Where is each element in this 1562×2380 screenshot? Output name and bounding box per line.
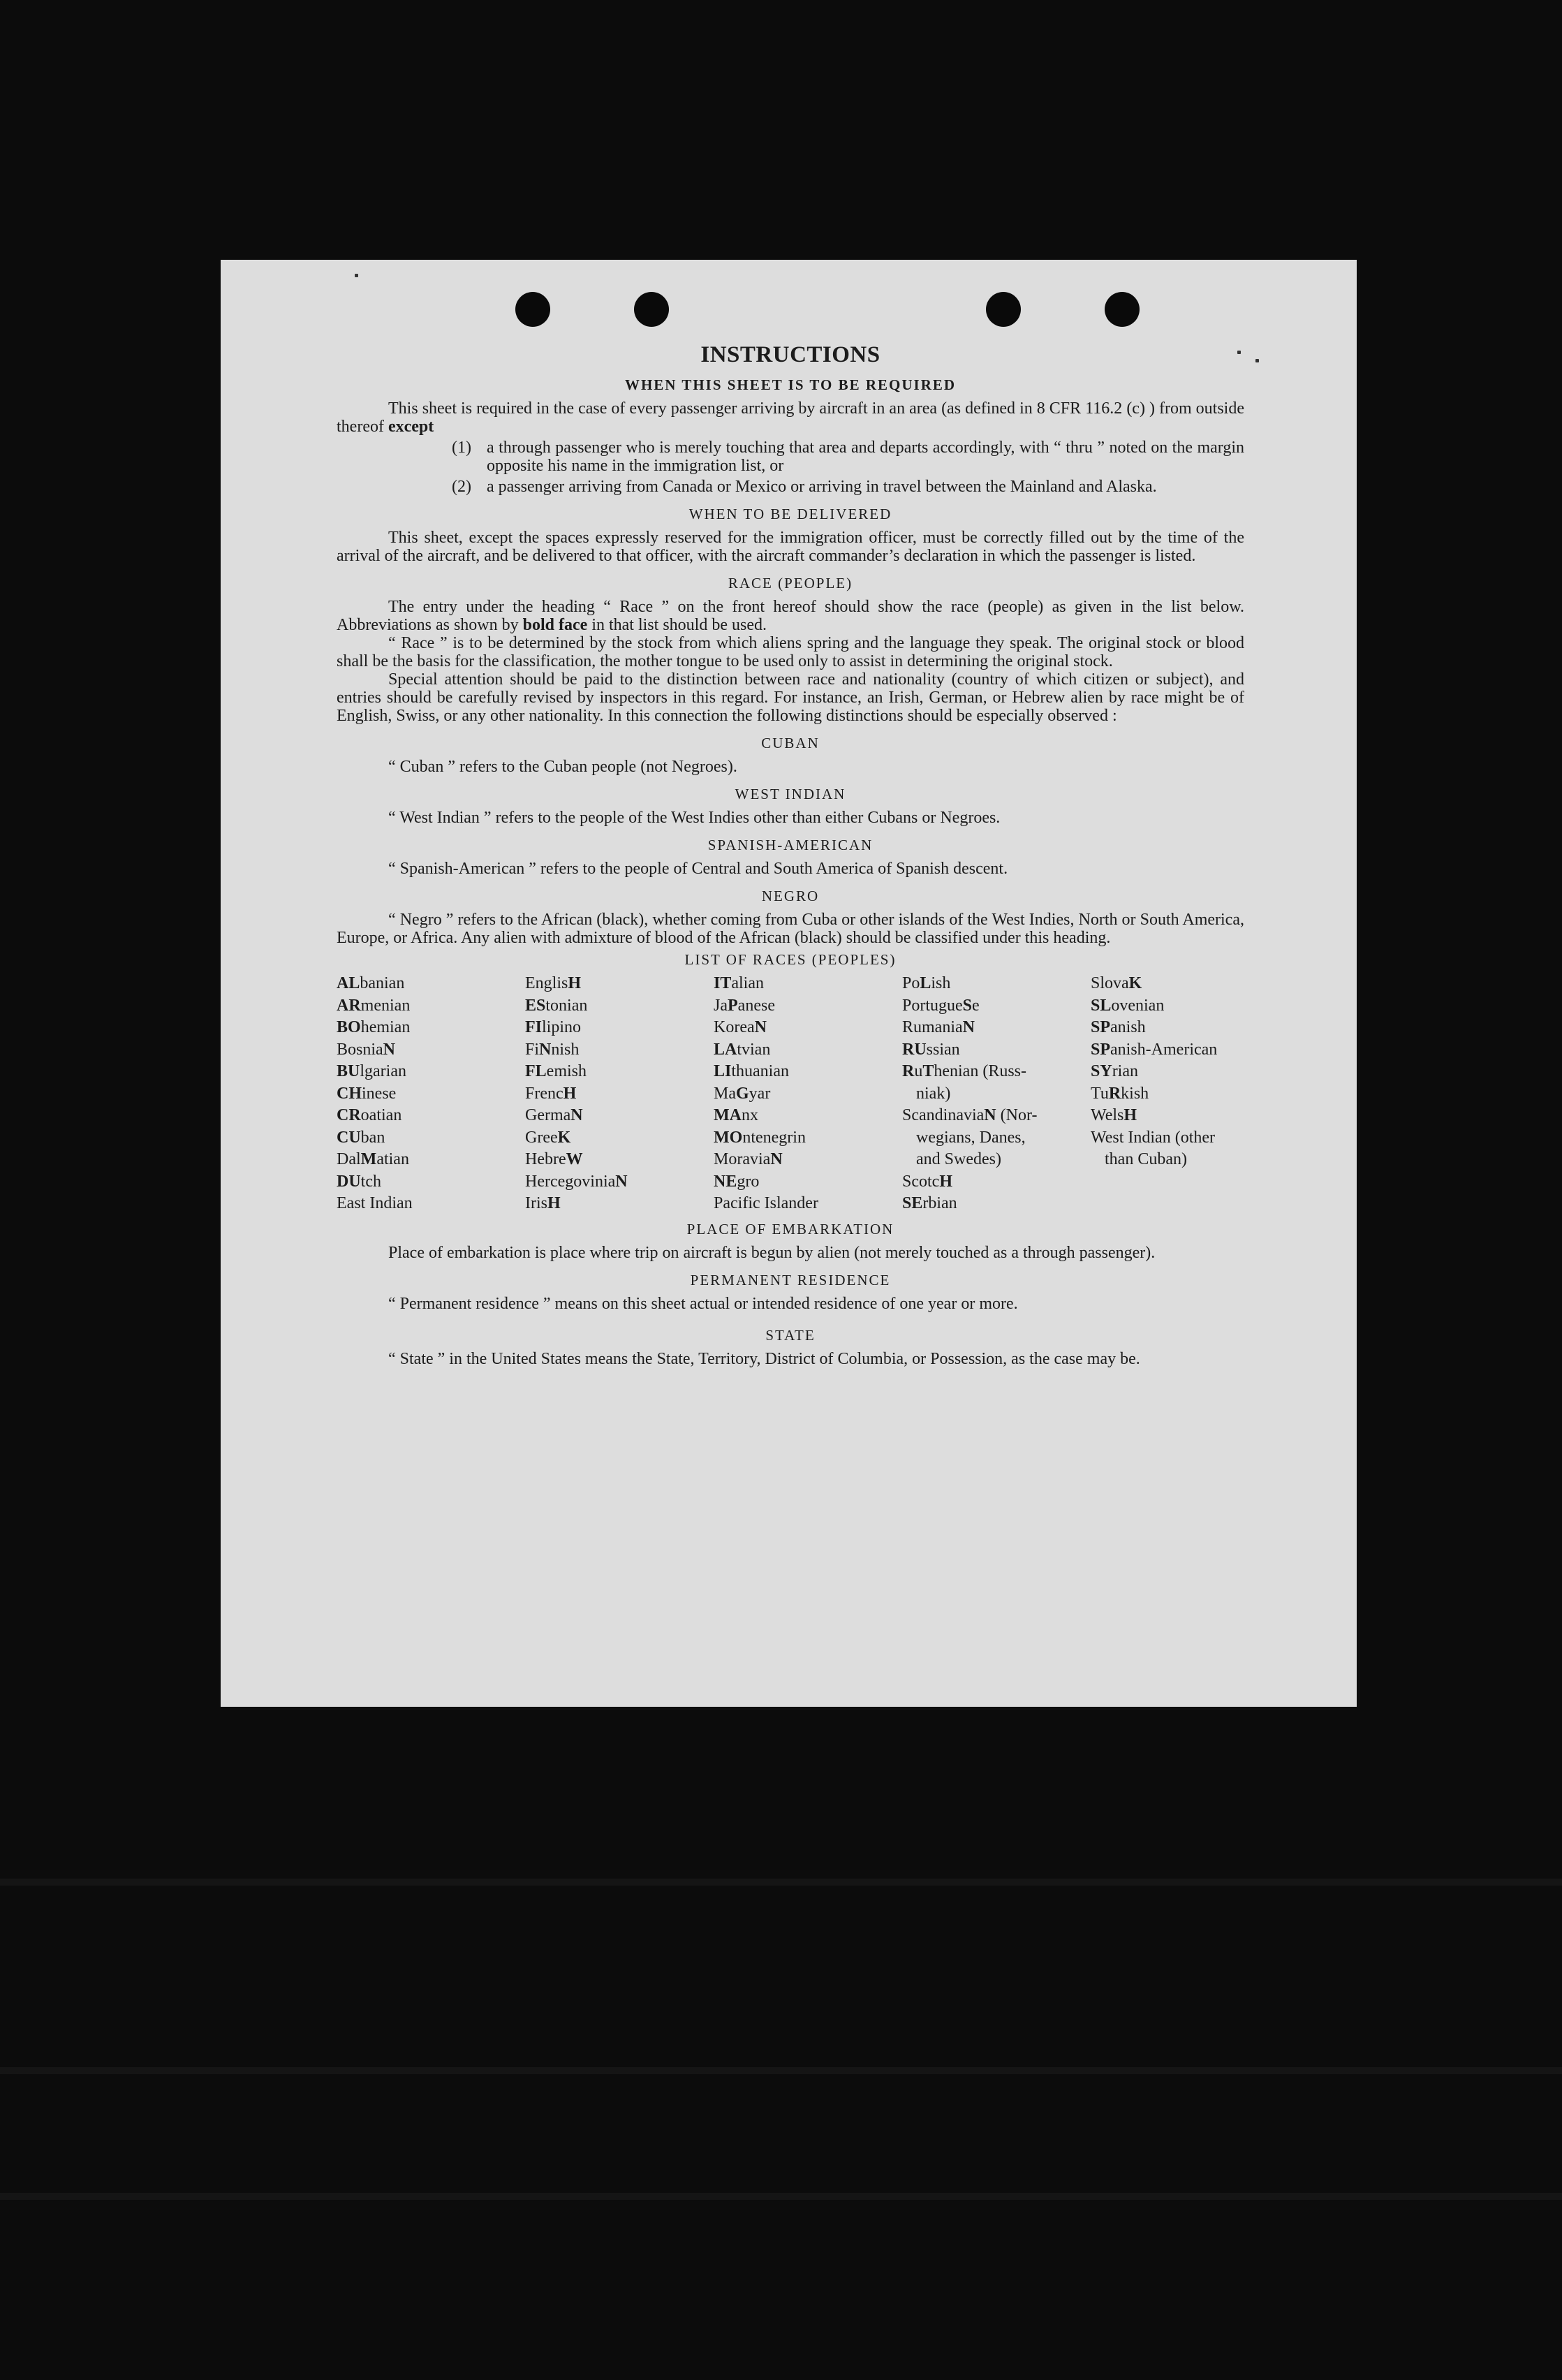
heading-when-delivered: WHEN TO BE DELIVERED	[688, 506, 892, 522]
race-entry: and Swedes)	[916, 1150, 1001, 1168]
race-entry: wegians, Danes,	[916, 1128, 1026, 1147]
race-entry: CUban	[337, 1128, 385, 1147]
race-entry: DalMatian	[337, 1150, 409, 1168]
race-entry: SPanish-American	[1091, 1040, 1218, 1059]
race-entry: Pacific Islander	[714, 1194, 818, 1212]
race-entry: NEgro	[714, 1172, 760, 1191]
race-entry: HebreW	[525, 1150, 583, 1168]
race-paragraph-1: The entry under the heading “ Race ” on the front hereof should show the race (people) as given in the list below. Abbreviations as shown by bold face in that list should be used.	[337, 598, 1244, 634]
race-entry: FLemish	[525, 1062, 587, 1080]
race-entry: TuRkish	[1091, 1084, 1149, 1103]
race-entry: ScotcH	[902, 1172, 952, 1191]
cuban-paragraph: “ Cuban ” refers to the Cuban people (not Negroes).	[388, 758, 737, 776]
race-entry: DUtch	[337, 1172, 381, 1191]
race-list-grid	[337, 973, 1244, 1215]
scan-speck	[1255, 359, 1259, 362]
document-body	[337, 342, 1244, 1368]
race-entry: SYrian	[1091, 1062, 1138, 1080]
scan-speck	[355, 274, 358, 277]
race-entry: FIlipino	[525, 1018, 582, 1036]
race-entry: RumaniaN	[902, 1018, 975, 1036]
race-entry: SErbian	[902, 1194, 957, 1212]
race-entry: WelsH	[1091, 1106, 1137, 1124]
race-entry: ALbanian	[337, 974, 405, 992]
race-entry: East Indian	[337, 1194, 413, 1212]
race-entry: BOhemian	[337, 1018, 411, 1036]
west-indian-paragraph: “ West Indian ” refers to the people of the West Indies other than either Cubans or Negroes.	[388, 809, 1001, 827]
race-entry: FiNnish	[525, 1040, 580, 1059]
spanish-american-paragraph: “ Spanish-American ” refers to the people of Central and South America of Spanish descent.	[388, 860, 1008, 878]
race-entry: SlovaK	[1091, 974, 1142, 992]
race-paragraph-2: “ Race ” is to be determined by the stock from which aliens spring and the language they speak. The original stock or blood shall be the basis for the classification, the mother tongue to be used only to assist in determining the original stock.	[337, 634, 1244, 670]
race-entry: MoraviaN	[714, 1150, 783, 1168]
race-entry: ScandinaviaN (Nor-	[902, 1106, 1038, 1124]
race-entry: EStonian	[525, 996, 588, 1015]
race-entry: GermaN	[525, 1106, 583, 1124]
race-entry: RUssian	[902, 1040, 960, 1059]
heading-permanent-residence: PERMANENT RESIDENCE	[690, 1271, 891, 1288]
race-entry: BosniaN	[337, 1040, 396, 1059]
punch-hole	[515, 292, 550, 327]
race-column	[337, 973, 525, 1215]
document-title: INSTRUCTIONS	[700, 342, 881, 367]
heading-west-indian: WEST INDIAN	[735, 786, 846, 802]
heading-when-required: WHEN THIS SHEET IS TO BE REQUIRED	[624, 376, 957, 393]
race-entry: ITalian	[714, 974, 764, 992]
race-column	[525, 973, 714, 1215]
race-entry: FrencH	[525, 1084, 577, 1103]
permanent-residence-paragraph: “ Permanent residence ” means on this sheet actual or intended residence of one year or more.	[388, 1294, 1018, 1313]
race-entry: BUlgarian	[337, 1062, 406, 1080]
when-required-paragraph: This sheet is required in the case of every passenger arriving by aircraft in an area (as defined in 8 CFR 116.2 (c) ) from outside thereof except	[337, 399, 1244, 436]
race-column	[902, 973, 1091, 1215]
race-entry: West Indian (other	[1091, 1128, 1216, 1147]
heading-cuban: CUBAN	[761, 735, 820, 751]
race-entry: ARmenian	[337, 996, 411, 1015]
punch-hole	[986, 292, 1021, 327]
race-entry: MOntenegrin	[714, 1128, 806, 1147]
heading-race: RACE (PEOPLE)	[728, 575, 853, 592]
race-entry: LIthuanian	[714, 1062, 789, 1080]
punch-hole	[634, 292, 669, 327]
when-delivered-paragraph: This sheet, except the spaces expressly reserved for the immigration officer, must be correctly filled out by the time of the arrival of the aircraft, and be delivered to that officer, with the aircraft commander’s declaration in which the passenger is listed.	[337, 529, 1244, 565]
race-entry: PortugueSe	[902, 996, 980, 1015]
heading-negro: NEGRO	[761, 888, 820, 904]
race-entry: KoreaN	[714, 1018, 767, 1036]
negro-paragraph: “ Negro ” refers to the African (black), whether coming from Cuba or other islands of the West Indies, North or South America, Europe, or Africa. Any alien with admixture of blood of the African (black) should be classified under this heading.	[337, 911, 1244, 947]
race-entry: JaPanese	[714, 996, 775, 1015]
instruction-sheet	[221, 260, 1357, 1707]
heading-state: STATE	[765, 1326, 816, 1344]
heading-list-of-races: LIST OF RACES (PEOPLES)	[684, 951, 897, 968]
race-entry: MaGyar	[714, 1084, 771, 1103]
race-entry: SLovenian	[1091, 996, 1165, 1015]
race-column	[1091, 973, 1244, 1215]
race-entry: niak)	[916, 1084, 951, 1103]
race-entry: HercegoviniaN	[525, 1172, 628, 1191]
race-paragraph-3: Special attention should be paid to the distinction between race and nationality (country of which citizen or subject), and entries should be carefully revised by inspectors in this regard. For instance, an Irish, German, or Hebrew alien by race might be of English, Swiss, or any other nationality. In this connection the following distinctions should be especially observed :	[337, 670, 1244, 725]
race-entry: RuThenian (Russ-	[902, 1062, 1027, 1080]
race-entry: CHinese	[337, 1084, 397, 1103]
race-entry: GreeK	[525, 1128, 571, 1147]
race-entry: SPanish	[1091, 1018, 1146, 1036]
clause-1: (1) a through passenger who is merely touching that area and departs accordingly, with “ thru ” noted on the margin opposite his name in the immigration list, or	[452, 439, 1244, 475]
embarkation-paragraph: Place of embarkation is place where trip on aircraft is begun by alien (not merely touched as a through passenger).	[388, 1243, 1156, 1262]
punch-hole	[1105, 292, 1140, 327]
state-paragraph: “ State ” in the United States means the State, Territory, District of Columbia, or Possession, as the case may be.	[388, 1349, 1140, 1368]
race-column	[714, 973, 902, 1215]
clause-2: (2) a passenger arriving from Canada or Mexico or arriving in travel between the Mainland and Alaska.	[452, 478, 1157, 496]
race-entry: IrisH	[525, 1194, 561, 1212]
race-entry: CRoatian	[337, 1106, 402, 1124]
race-entry: PoLish	[902, 974, 951, 992]
heading-spanish-american: SPANISH-AMERICAN	[707, 837, 874, 853]
race-entry: MAnx	[714, 1106, 758, 1124]
race-entry: than Cuban)	[1105, 1150, 1187, 1168]
race-entry: EnglisH	[525, 974, 582, 992]
heading-embarkation: PLACE OF EMBARKATION	[686, 1220, 894, 1237]
race-entry: LAtvian	[714, 1040, 771, 1059]
